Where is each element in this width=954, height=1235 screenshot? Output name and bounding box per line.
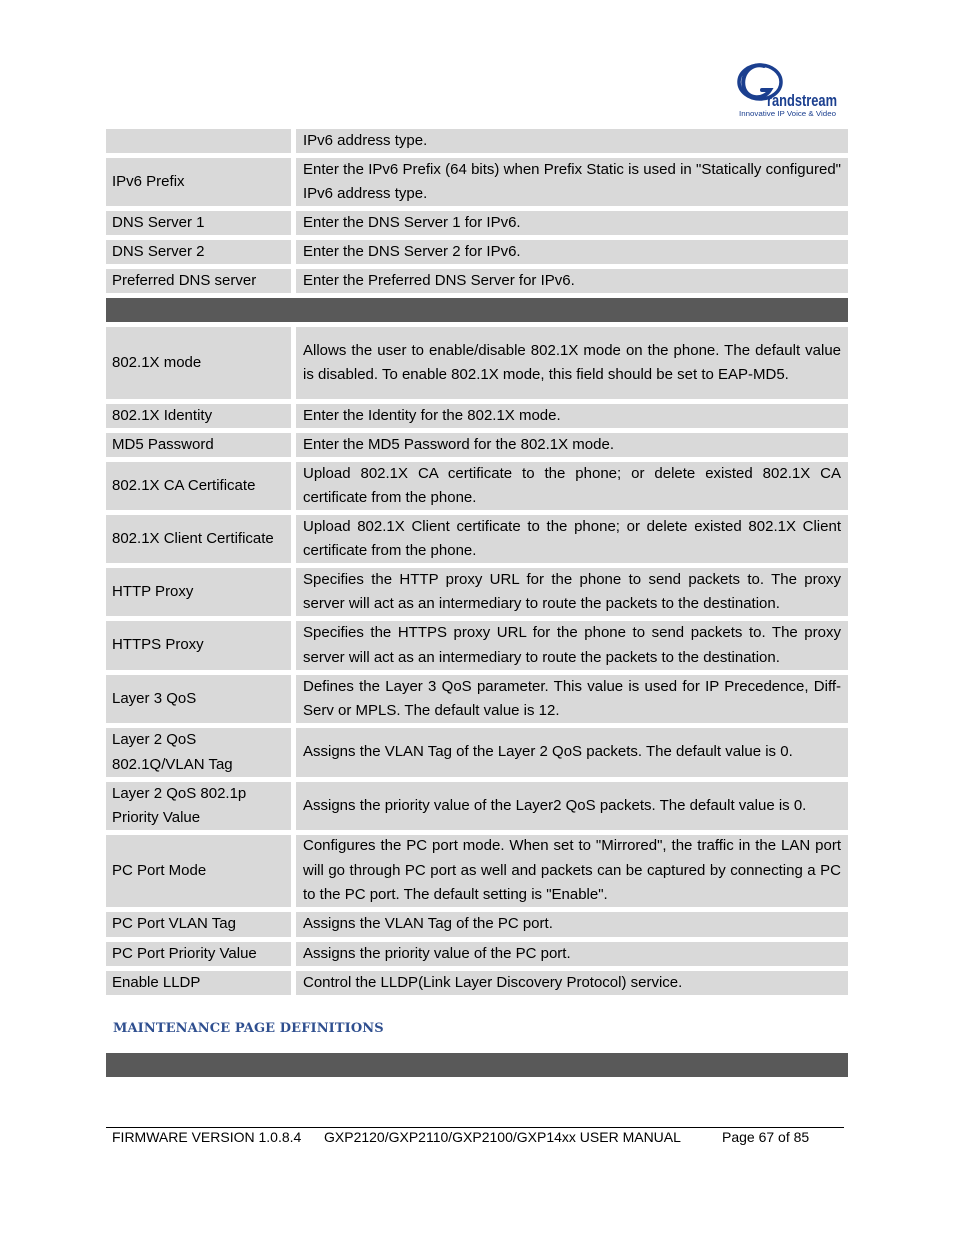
- table-row: [106, 835, 848, 907]
- table-row: [106, 211, 848, 235]
- footer-firmware: FIRMWARE VERSION 1.0.8.4: [112, 1129, 302, 1145]
- param-name: [106, 129, 291, 153]
- section-header-bar: [106, 298, 848, 322]
- param-description: Enter the Identity for the 802.1X mode.: [303, 406, 561, 424]
- table-row: [106, 782, 848, 830]
- param-name: Layer 2 QoS 802.1Q/VLAN Tag: [106, 728, 291, 777]
- param-name: PC Port Priority Value: [106, 942, 291, 966]
- param-description: IPv6 address type.: [303, 131, 428, 149]
- table-row: [106, 515, 848, 563]
- table-row: [106, 404, 848, 428]
- param-name: Layer 2 QoS 802.1p Priority Value: [106, 782, 291, 830]
- param-description: Enter the IPv6 Prefix (64 bits) when Prefix Static is used in "Statically configured" IPv6 address type.: [303, 160, 841, 202]
- param-description: Upload 802.1X Client certificate to the phone; or delete existed 802.1X Client certificate from the phone.: [303, 517, 841, 559]
- table-row: [106, 240, 848, 264]
- param-name: 802.1X Identity: [106, 404, 291, 428]
- param-description: Enter the Preferred DNS Server for IPv6.: [303, 271, 575, 289]
- table-row: [106, 675, 848, 723]
- param-description: Assigns the VLAN Tag of the PC port.: [303, 915, 553, 933]
- footer-manual-title: GXP2120/GXP2110/GXP2100/GXP14xx USER MANUAL: [324, 1129, 681, 1145]
- footer-page-number: Page 67 of 85: [722, 1129, 810, 1145]
- param-name: DNS Server 1: [106, 211, 291, 235]
- param-description: Defines the Layer 3 QoS parameter. This value is used for IP Precedence, Diff-Serv or MPLS. The default value is 12.: [303, 677, 841, 719]
- table-row: [106, 462, 848, 510]
- param-name: 802.1X mode: [106, 327, 291, 399]
- param-description: Enter the DNS Server 2 for IPv6.: [303, 242, 521, 260]
- param-description: Upload 802.1X CA certificate to the phone; or delete existed 802.1X CA certificate from the phone.: [303, 464, 841, 506]
- param-description: Enter the MD5 Password for the 802.1X mode.: [303, 435, 614, 453]
- param-description: Specifies the HTTPS proxy URL for the phone to send packets to. The proxy server will act as an intermediary to route the packets to the destination.: [303, 624, 841, 666]
- svg-text:randstream: randstream: [767, 91, 837, 110]
- section-heading: MAINTENANCE PAGE DEFINITIONS: [113, 1021, 384, 1036]
- param-name: HTTP Proxy: [106, 568, 291, 616]
- param-name: 802.1X Client Certificate: [106, 515, 291, 563]
- table-row: [106, 912, 848, 937]
- param-name: HTTPS Proxy: [106, 621, 291, 670]
- table-row: [106, 158, 848, 206]
- param-name: Layer 3 QoS: [106, 675, 291, 723]
- param-name: PC Port VLAN Tag: [106, 912, 291, 937]
- logo-tagline: Innovative IP Voice & Video: [739, 111, 837, 118]
- param-description: Allows the user to enable/disable 802.1X mode on the phone. The default value is disabled. To enable 802.1X mode, this field should be set to EAP-MD5.: [303, 341, 841, 383]
- table-row: [106, 269, 848, 293]
- param-description: Specifies the HTTP proxy URL for the phone to send packets to. The proxy server will act as an intermediary to route the packets to the destination.: [303, 570, 841, 612]
- table-row: [106, 129, 848, 153]
- param-description: Assigns the VLAN Tag of the Layer 2 QoS packets. The default value is 0.: [303, 743, 793, 761]
- table-row: [106, 971, 848, 995]
- param-name: 802.1X CA Certificate: [106, 462, 291, 510]
- param-name: DNS Server 2: [106, 240, 291, 264]
- param-name: IPv6 Prefix: [106, 158, 291, 206]
- table-row: [106, 568, 848, 616]
- table-row: [106, 728, 848, 777]
- param-description: Configures the PC port mode. When set to "Mirrored", the traffic in the LAN port will go through PC port as well and packets can be captured by connecting a PC to the PC port. The default setting is "Enable".: [303, 837, 841, 904]
- param-description: Assigns the priority value of the Layer2 QoS packets. The default value is 0.: [303, 796, 807, 814]
- param-description: Control the LLDP(Link Layer Discovery Protocol) service.: [303, 973, 683, 991]
- section-header-bar: [106, 1053, 848, 1077]
- table-row: [106, 433, 848, 457]
- table-row: [106, 621, 848, 670]
- table-row: [106, 942, 848, 966]
- param-description: Enter the DNS Server 1 for IPv6.: [303, 213, 521, 231]
- param-name: MD5 Password: [106, 433, 291, 457]
- param-name: Preferred DNS server: [106, 269, 291, 293]
- grandstream-logo: [734, 60, 839, 120]
- param-name: PC Port Mode: [106, 835, 291, 907]
- param-name: Enable LLDP: [106, 971, 291, 995]
- table-row: [106, 327, 848, 399]
- param-description: Assigns the priority value of the PC port.: [303, 944, 571, 962]
